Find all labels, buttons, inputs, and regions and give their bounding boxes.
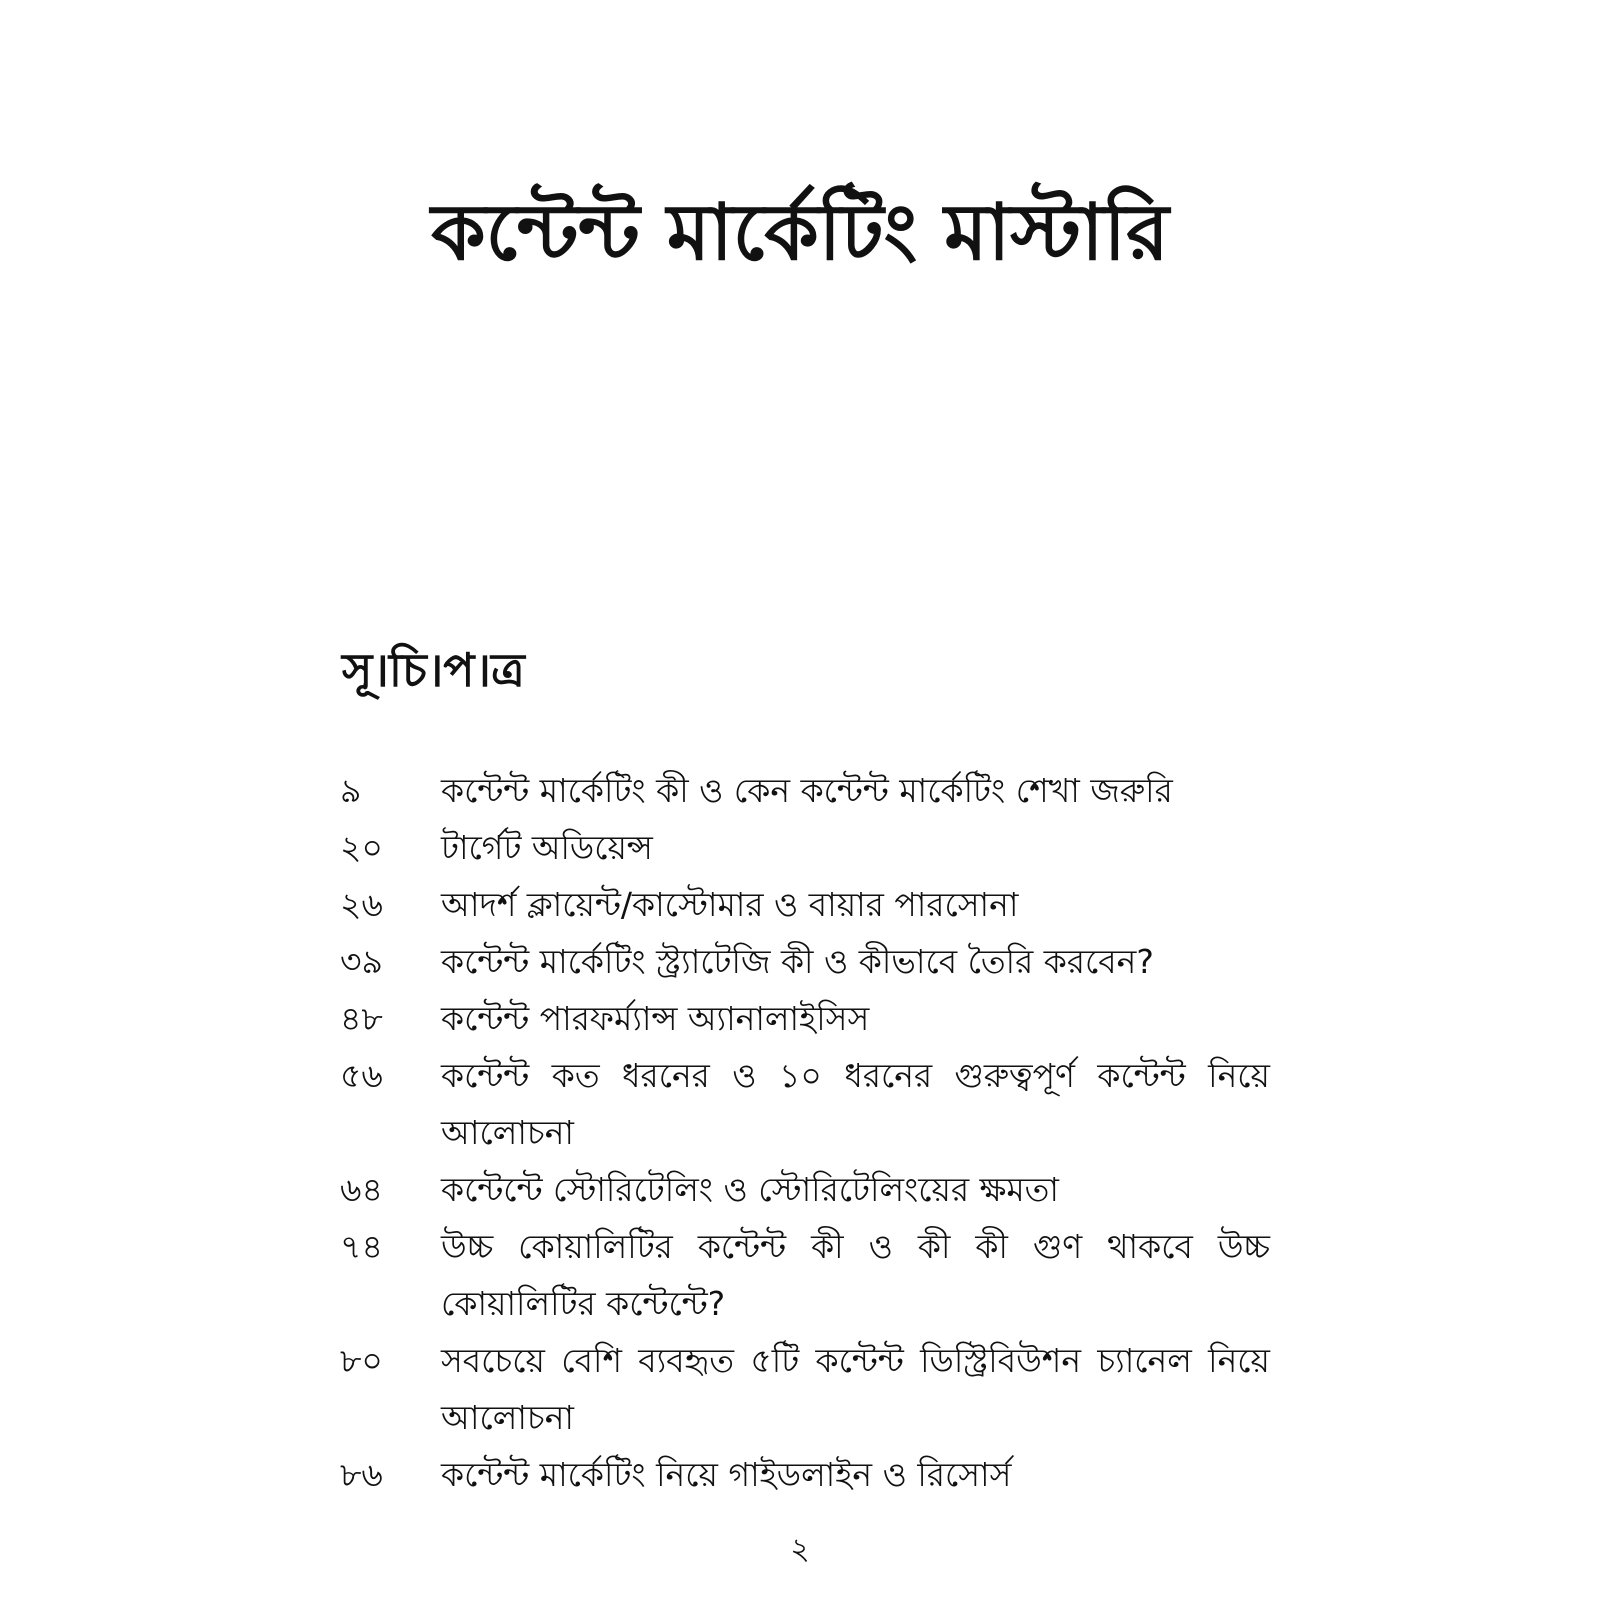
toc-entry-title: আদর্শ ক্লায়েন্ট/কাস্টোমার ও বায়ার পারসোনা (441, 885, 1019, 924)
toc-page-number: ৮০ (340, 1341, 383, 1380)
toc-entry (340, 1218, 1270, 1332)
toc-page-number: ২০ (340, 828, 383, 867)
toc-entry-title: কন্টেন্টে স্টোরিটেলিং ও স্টোরিটেলিংয়ের ক্ষমতা (441, 1170, 1059, 1209)
toc-page-number: ৫৬ (340, 1056, 383, 1095)
toc-entry (340, 990, 1270, 1047)
toc-entry-title: সবচেয়ে বেশি ব্যবহৃত ৫টি কন্টেন্ট ডিস্ট্রিবিউশন চ্যানেল নিয়ে আলোচনা (441, 1341, 1270, 1437)
toc-entry-title: কন্টেন্ট পারফর্ম্যান্স অ্যানালাইসিস (441, 999, 870, 1038)
toc-page-number: ৮৬ (340, 1455, 383, 1494)
toc-page-number: ৯ (340, 771, 362, 810)
toc-entry (340, 1161, 1270, 1218)
table-of-contents (340, 762, 1270, 1503)
toc-entry-title: কন্টেন্ট কত ধরনের ও ১০ ধরনের গুরুত্বপূর্ণ কন্টেন্ট নিয়ে আলোচনা (441, 1056, 1270, 1152)
toc-page-number: ৪৮ (340, 999, 383, 1038)
toc-entry-title: টার্গেট অডিয়েন্স (441, 828, 653, 867)
toc-heading: সূ।চি।প।ত্র (342, 643, 525, 697)
toc-entry-title: কন্টেন্ট মার্কেটিং স্ট্র্যাটেজি কী ও কীভাবে তৈরি করবেন? (441, 942, 1154, 981)
toc-page-number: ৭৪ (340, 1227, 383, 1266)
toc-entry (340, 819, 1270, 876)
toc-entry (340, 876, 1270, 933)
toc-entry-title: উচ্চ কোয়ালিটির কন্টেন্ট কী ও কী কী গুণ থাকবে উচ্চ কোয়ালিটির কন্টেন্টে? (441, 1227, 1270, 1323)
toc-page-number: ৩৯ (340, 942, 383, 981)
toc-entry-title: কন্টেন্ট মার্কেটিং কী ও কেন কন্টেন্ট মার্কেটিং শেখা জরুরি (441, 771, 1173, 810)
toc-entry-title: কন্টেন্ট মার্কেটিং নিয়ে গাইডলাইন ও রিসোর্স (441, 1455, 1012, 1494)
toc-entry (340, 1332, 1270, 1446)
toc-entry (340, 762, 1270, 819)
toc-page-number: ৬৪ (340, 1170, 383, 1209)
book-title: কন্টেন্ট মার্কেটিং মাস্টারি (431, 188, 1169, 278)
page-number: ২ (790, 1532, 810, 1567)
toc-page-number: ২৬ (340, 885, 383, 924)
toc-entry (340, 933, 1270, 990)
toc-entry (340, 1047, 1270, 1161)
toc-entry (340, 1446, 1270, 1503)
